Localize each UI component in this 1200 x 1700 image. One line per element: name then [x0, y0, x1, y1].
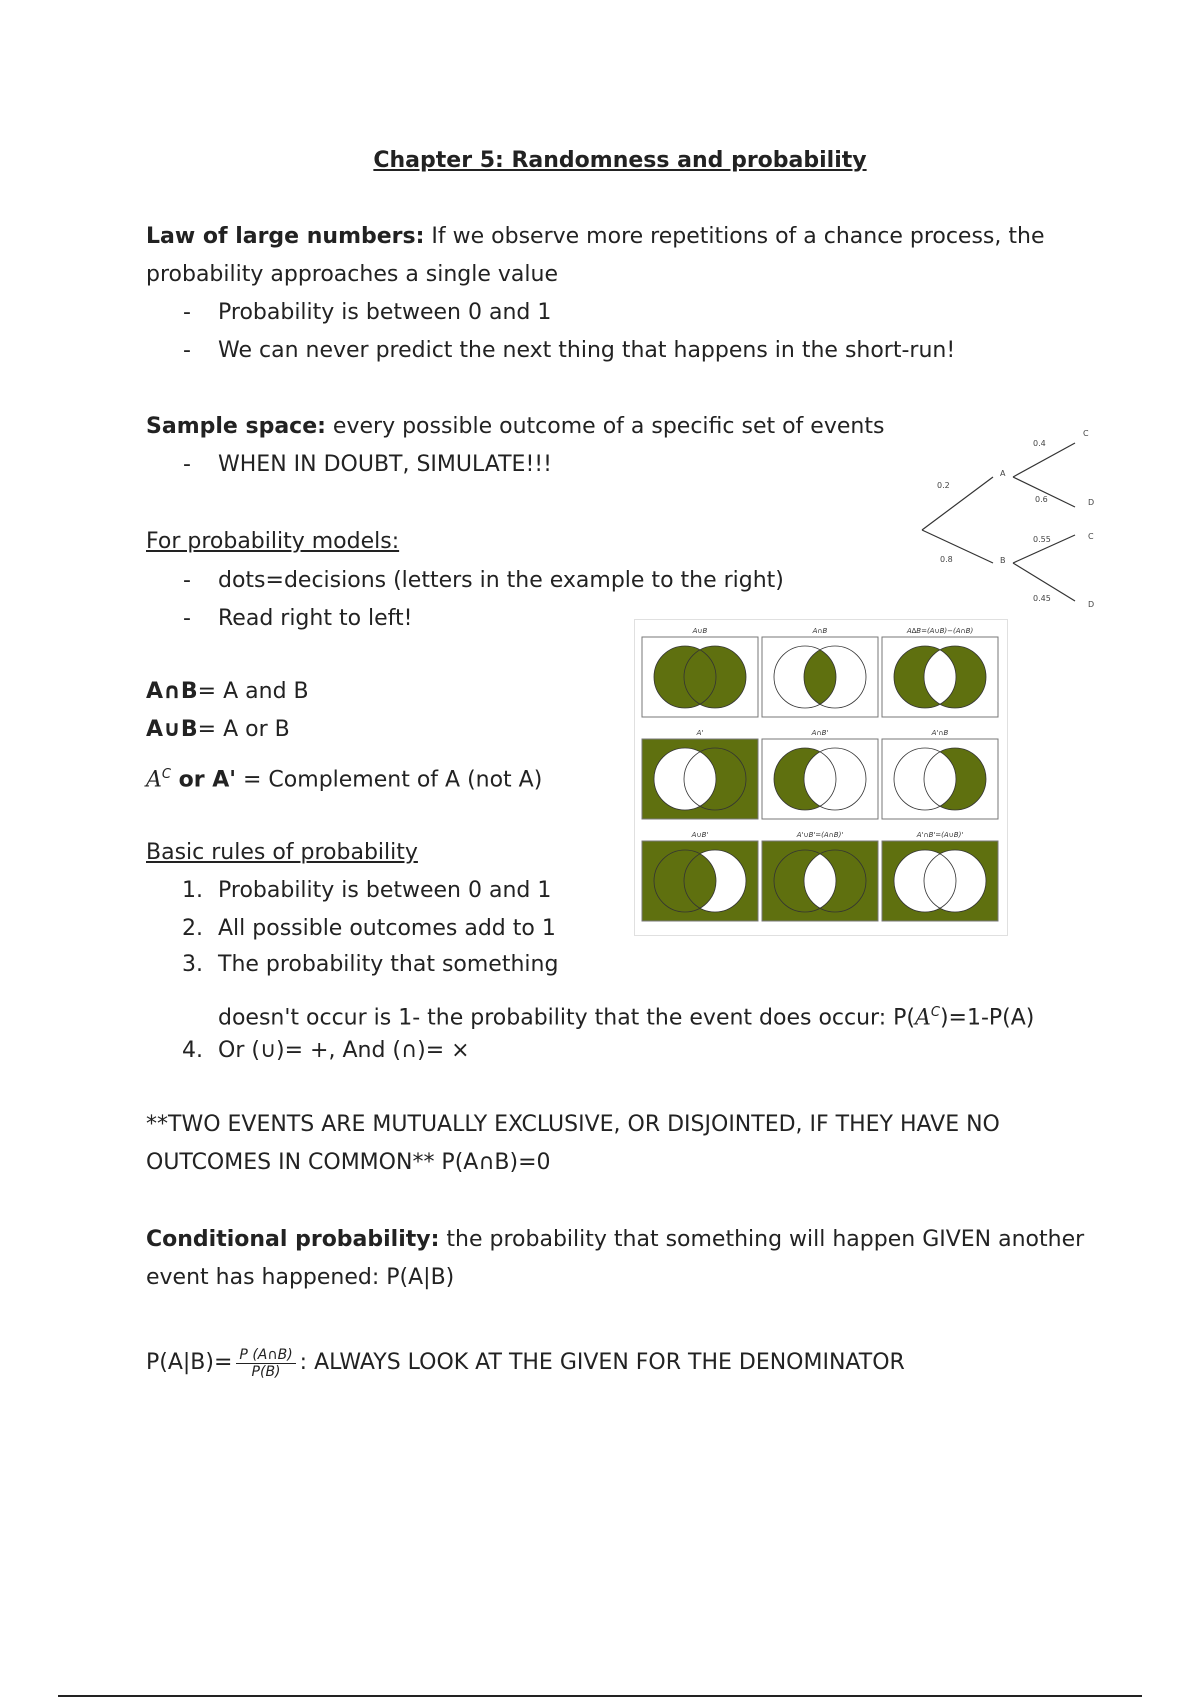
- rule-number: 1.: [182, 878, 203, 903]
- venn-caption: A∆B=(A∪B)−(A∩B): [906, 627, 974, 635]
- law-text-2: probability approaches a single value: [146, 262, 559, 287]
- venn-cell: [882, 729, 998, 819]
- venn-caption: A': [696, 729, 704, 737]
- page-bottom-rule: [58, 1695, 1142, 1697]
- tree-node-label: C: [1088, 532, 1094, 541]
- venn-cell: [642, 627, 758, 717]
- venn-cell: [762, 729, 878, 819]
- venn-caption: A∪B': [691, 831, 709, 839]
- tree-node-label: D: [1088, 498, 1095, 507]
- and-term: A∩B: [146, 679, 198, 704]
- venn-caption: A'∪B'=(A∩B)': [796, 831, 844, 839]
- complement-a: A: [146, 767, 162, 793]
- law-paragraph-line1: [146, 222, 1044, 252]
- tree-node-label: D: [1088, 600, 1095, 609]
- bullet-dash: -: [183, 568, 191, 593]
- formula-rhs: : ALWAYS LOOK AT THE GIVEN FOR THE DENOMINATOR: [299, 1350, 905, 1375]
- and-text: = A and B: [197, 679, 309, 704]
- tree-node-label: A: [1000, 469, 1006, 478]
- rule3-text-b: )=1-P(A): [939, 1005, 1035, 1031]
- venn-cell: [762, 831, 878, 921]
- complement-notation: [146, 760, 542, 795]
- venn-caption: A'∩B: [931, 729, 949, 737]
- tree-branch: [922, 530, 993, 563]
- rules-heading: Basic rules of probability: [146, 840, 418, 865]
- law-term: Law of large numbers:: [146, 224, 425, 249]
- rule-number: 3.: [182, 952, 203, 977]
- bullet-dash: -: [183, 452, 191, 477]
- tree-prob-label: 0.4: [1033, 439, 1046, 448]
- tree-prob-label: 0.45: [1033, 594, 1051, 603]
- complement-sup: C: [161, 767, 171, 782]
- rule-item-2: All possible outcomes add to 1: [218, 916, 556, 941]
- bullet-dash: -: [183, 300, 191, 325]
- tree-prob-label: 0.6: [1035, 495, 1048, 504]
- conditional-term: Conditional probability:: [146, 1227, 440, 1252]
- tree-branch: [922, 477, 993, 530]
- formula-denominator: P(B): [251, 1363, 281, 1380]
- rule3-sup: C: [930, 1005, 940, 1020]
- bullet-dash: -: [183, 338, 191, 363]
- law-bullet-2: We can never predict the next thing that happens in the short-run!: [218, 338, 956, 363]
- models-bullet-2: Read right to left!: [218, 606, 413, 631]
- tree-prob-label: 0.55: [1033, 535, 1051, 544]
- conditional-formula: [146, 1343, 905, 1383]
- probability-tree-diagram: [900, 415, 1110, 620]
- mutual-line-1: **TWO EVENTS ARE MUTUALLY EXCLUSIVE, OR DISJOINTED, IF THEY HAVE NO: [146, 1112, 1000, 1137]
- formula-lhs: P(A|B)=: [146, 1350, 233, 1375]
- models-bullet-1: dots=decisions (letters in the example to the right): [218, 568, 784, 593]
- rule-number: 4.: [182, 1038, 203, 1063]
- page-title: Chapter 5: Randomness and probability: [373, 148, 867, 173]
- venn-caption: A∩B': [811, 729, 829, 737]
- sample-paragraph: [146, 412, 884, 442]
- law-bullet-1: Probability is between 0 and 1: [218, 300, 552, 325]
- mutual-line-2: OUTCOMES IN COMMON** P(A∩B)=0: [146, 1150, 551, 1175]
- models-heading: For probability models:: [146, 529, 400, 554]
- bullet-dash: -: [183, 606, 191, 631]
- formula-numerator: P (A∩B): [236, 1347, 295, 1364]
- venn-caption: A∩B: [812, 627, 828, 635]
- venn-diagram-svg: [635, 620, 1007, 935]
- tree-branch: [1013, 443, 1075, 477]
- venn-cell: [762, 627, 878, 717]
- rule-item-3: The probability that something: [218, 952, 559, 977]
- rule-item-1: Probability is between 0 and 1: [218, 878, 552, 903]
- or-text: = A or B: [197, 717, 290, 742]
- formula-fraction: [236, 1347, 295, 1380]
- and-notation: [146, 677, 309, 707]
- venn-cell: [642, 831, 758, 921]
- venn-caption: A'∩B'=(A∪B)': [916, 831, 964, 839]
- complement-text: = Complement of A (not A): [236, 767, 543, 793]
- sample-text: every possible outcome of a specific set of events: [325, 414, 885, 439]
- complement-term: or A': [170, 767, 237, 793]
- conditional-line-2: event has happened: P(A|B): [146, 1265, 455, 1290]
- venn-cell: [882, 627, 998, 717]
- venn-cell: [882, 831, 998, 921]
- rule-item-3-continued: doesn't occur is 1- the probability that the event does occur: $P(A^C)=1-P(A)$: [218, 1005, 1035, 1031]
- sample-bullet: WHEN IN DOUBT, SIMULATE!!!: [218, 452, 552, 477]
- conditional-line-1: [146, 1225, 1084, 1255]
- venn-diagram-grid: [634, 619, 1008, 936]
- tree-node-label: B: [1000, 556, 1006, 565]
- rule-item-4: Or (∪)= +, And (∩)= ×: [218, 1038, 470, 1063]
- tree-prob-label: 0.2: [937, 481, 950, 490]
- law-text-1: If we observe more repetitions of a chance process, the: [424, 224, 1045, 249]
- rule3-text-a: doesn't occur is 1- the probability that the event does occur: P(: [218, 1005, 915, 1031]
- sample-term: Sample space:: [146, 414, 326, 439]
- rule-number: 2.: [182, 916, 203, 941]
- tree-node-label: C: [1083, 429, 1089, 438]
- or-term: A∪B: [146, 717, 198, 742]
- or-notation: [146, 715, 290, 745]
- conditional-text-1: the probability that something will happen GIVEN another: [439, 1227, 1085, 1252]
- tree-prob-label: 0.8: [940, 555, 953, 564]
- venn-cell: [642, 729, 758, 819]
- venn-caption: A∪B: [692, 627, 708, 635]
